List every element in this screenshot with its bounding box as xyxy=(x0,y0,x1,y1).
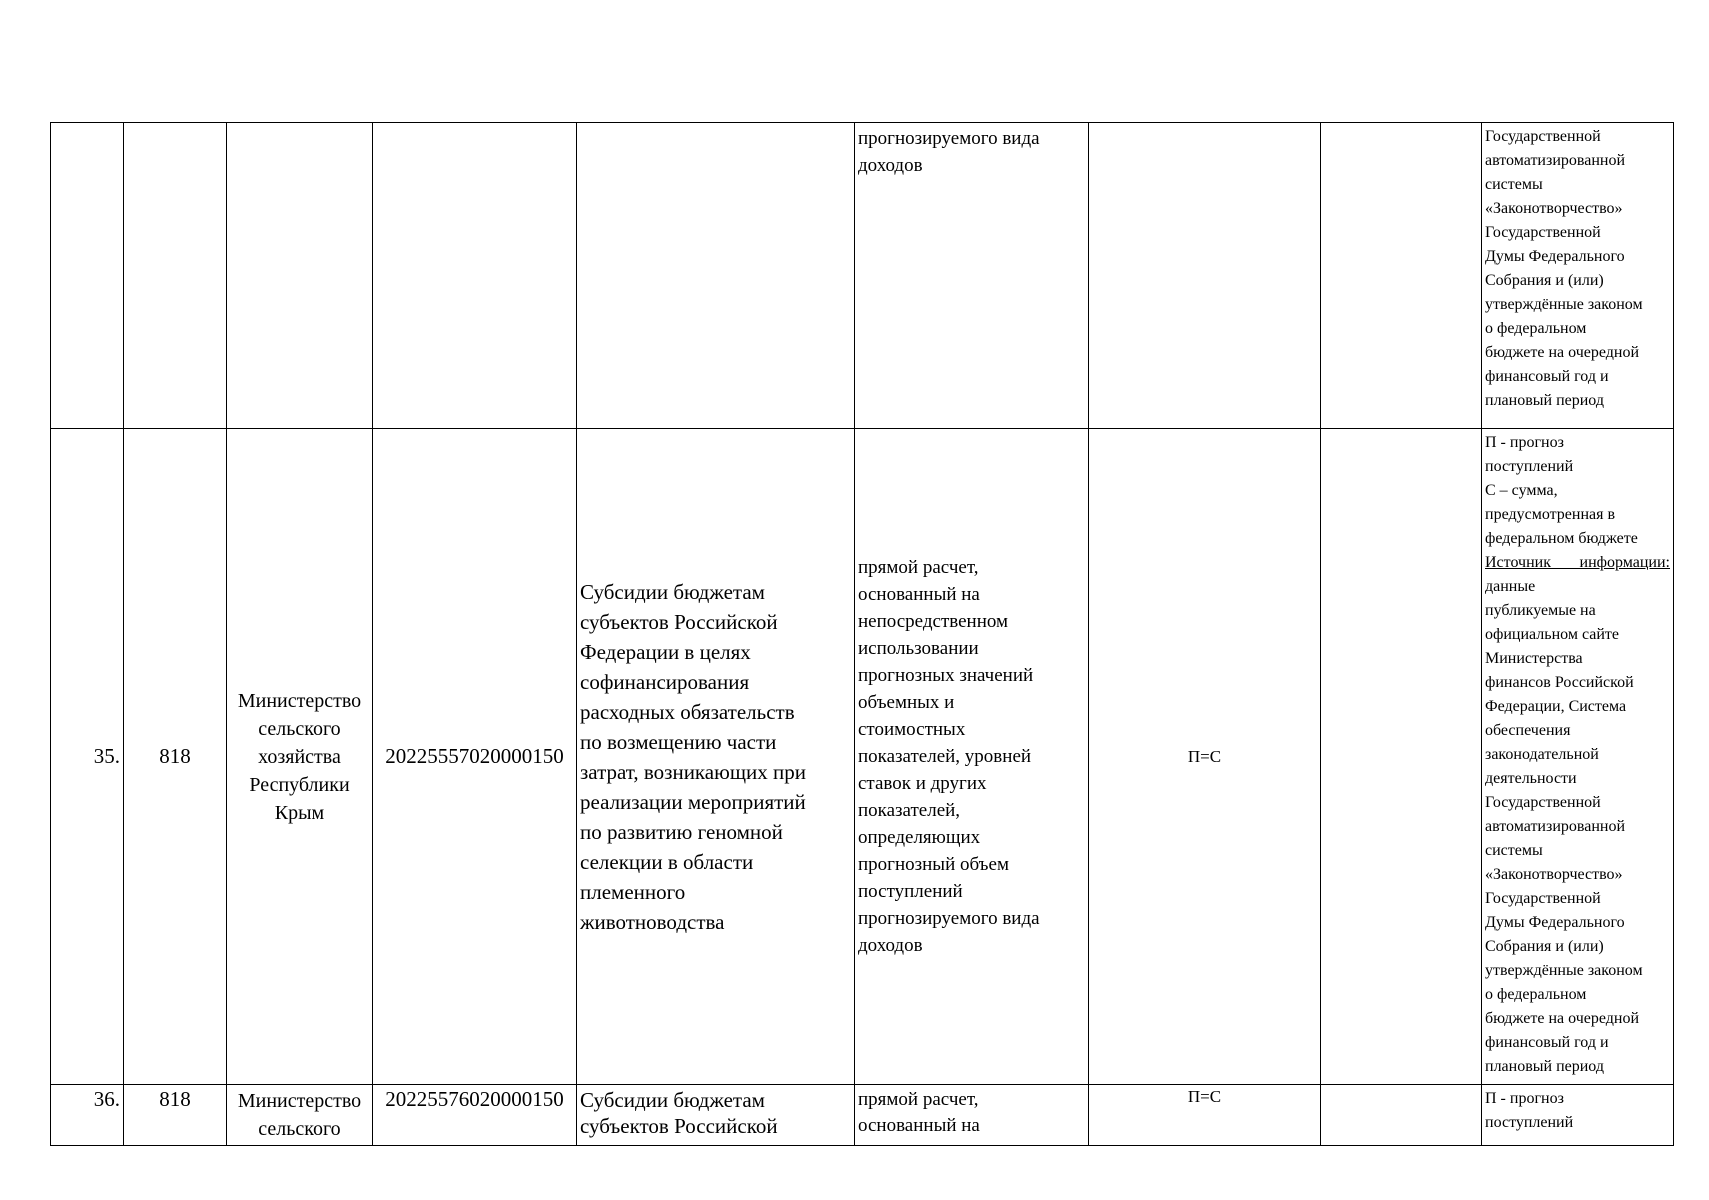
text-line: законодательной xyxy=(1485,746,1599,763)
text-line: основанный на xyxy=(858,1115,980,1136)
table-row xyxy=(51,123,1674,429)
text-line: сельского xyxy=(258,1118,341,1140)
text-line: Думы Федерального xyxy=(1485,248,1625,265)
formula-cell: П=С xyxy=(1089,429,1321,1085)
text-line: Субсидии бюджетам xyxy=(580,579,765,604)
text-line: прогнозируемого вида xyxy=(858,128,1040,149)
text-line: системы xyxy=(1485,176,1543,193)
text-line: Думы Федерального xyxy=(1485,914,1625,931)
text-line: Государственной xyxy=(1485,128,1601,145)
text-line: Собрания и (или) xyxy=(1485,938,1604,955)
source-label-line xyxy=(1485,551,1670,599)
org-cell xyxy=(227,1085,373,1146)
source-cell xyxy=(1482,123,1674,429)
text-line: финансов Российской xyxy=(1485,674,1634,691)
text-line: Республики xyxy=(249,773,350,796)
text-line: основанный на xyxy=(858,584,980,605)
empty-cell xyxy=(1321,429,1482,1085)
text-line: плановый период xyxy=(1485,1058,1604,1075)
text-line: системы xyxy=(1485,842,1543,859)
text-line: о федеральном xyxy=(1485,986,1587,1003)
kbk-code: 20225557020000150 xyxy=(373,429,577,1085)
text-line: показателей, xyxy=(858,800,961,821)
row-number: 36. xyxy=(51,1085,124,1146)
method-cell xyxy=(855,123,1089,429)
text-line: «Законотворчество» xyxy=(1485,200,1623,217)
text-line: С – сумма, xyxy=(1485,482,1558,499)
text-line: финансовый год и xyxy=(1485,1034,1609,1051)
org-cell xyxy=(227,123,373,429)
text-line: реализации мероприятий xyxy=(580,789,806,814)
text-line: Министерство xyxy=(237,689,362,712)
text-line: селекции в области xyxy=(580,849,754,874)
org-cell xyxy=(227,429,373,1085)
text-line: расходных обязательств xyxy=(580,699,795,724)
revenue-forecast-table xyxy=(50,122,1674,1146)
text-line: бюджете на очередной xyxy=(1485,1010,1640,1027)
text-line: прямой расчет, xyxy=(858,557,979,578)
text-line: животноводства xyxy=(580,909,725,934)
formula-cell: П=С xyxy=(1089,1085,1321,1146)
text-line: утверждённые законом xyxy=(1485,296,1643,313)
source-label: Источник информации: xyxy=(1485,554,1670,571)
text-line: доходов xyxy=(858,935,923,956)
method-cell xyxy=(855,1085,1089,1146)
text-line: Государственной xyxy=(1485,794,1601,811)
text-line: ставок и других xyxy=(858,773,987,794)
kbk-cell xyxy=(373,123,577,429)
text-line: П - прогноз xyxy=(1485,1090,1564,1107)
text-line: финансовый год и xyxy=(1485,368,1609,385)
num-cell xyxy=(51,123,124,429)
text-line: Министерство xyxy=(237,1090,362,1112)
code-cell xyxy=(124,123,227,429)
text-line: сельского xyxy=(258,717,341,740)
formula-cell xyxy=(1089,123,1321,429)
text-line: автоматизированной xyxy=(1485,818,1626,835)
admin-code: 818 xyxy=(124,1085,227,1146)
text-line: автоматизированной xyxy=(1485,152,1626,169)
text-line: прогнозный объем xyxy=(858,854,1009,875)
text-line: П - прогноз xyxy=(1485,434,1564,451)
text-line: Федерации в целях xyxy=(580,639,751,664)
text-line: Федерации, Система xyxy=(1485,698,1627,715)
text-line: деятельности xyxy=(1485,770,1577,787)
kbk-code: 20225576020000150 xyxy=(373,1085,577,1146)
table-row xyxy=(51,1085,1674,1146)
name-cell xyxy=(577,123,855,429)
text-line: показателей, уровней xyxy=(858,746,1032,767)
text-line: субъектов Российской xyxy=(580,609,778,634)
text-line: бюджете на очередной xyxy=(1485,344,1640,361)
text-line: Министерства xyxy=(1485,650,1583,667)
text-line: Субсидии бюджетам xyxy=(580,1088,765,1112)
text-line: поступлений xyxy=(1485,1114,1574,1131)
text-line: по развитию геномной xyxy=(580,819,783,844)
admin-code: 818 xyxy=(124,429,227,1085)
text-line: официальном сайте xyxy=(1485,626,1620,643)
empty-cell xyxy=(1321,123,1482,429)
text-line: стоимостных xyxy=(858,719,966,740)
text-line: определяющих xyxy=(858,827,981,848)
source-cell xyxy=(1482,429,1674,1085)
method-cell xyxy=(855,429,1089,1085)
text-line: Государственной xyxy=(1485,890,1601,907)
empty-cell xyxy=(1321,1085,1482,1146)
name-cell xyxy=(577,1085,855,1146)
text-line: племенного xyxy=(580,879,686,904)
text-line: хозяйства xyxy=(258,745,341,768)
text-line: прогнозных значений xyxy=(858,665,1034,686)
text-line: прямой расчет, xyxy=(858,1089,979,1110)
text-line: федеральном бюджете xyxy=(1485,530,1638,547)
text-line: плановый период xyxy=(1485,392,1604,409)
text-line: «Законотворчество» xyxy=(1485,866,1623,883)
text-line: использовании xyxy=(858,638,979,659)
text-line: обеспечения xyxy=(1485,722,1571,739)
text-line: Собрания и (или) xyxy=(1485,272,1604,289)
text-line: доходов xyxy=(858,155,923,176)
name-cell xyxy=(577,429,855,1085)
text-line: Крым xyxy=(274,801,325,824)
text-line: предусмотренная в xyxy=(1485,506,1616,523)
text-line: прогнозируемого вида xyxy=(858,908,1040,929)
text-line: непосредственном xyxy=(858,611,1009,632)
row-number: 35. xyxy=(51,429,124,1085)
text-line: субъектов Российской xyxy=(580,1114,778,1138)
text-line: Государственной xyxy=(1485,224,1601,241)
table-row xyxy=(51,429,1674,1085)
text-line: утверждённые законом xyxy=(1485,962,1643,979)
text-line: софинансирования xyxy=(580,669,750,694)
text-line: публикуемые на xyxy=(1485,602,1596,619)
text-line: по возмещению части xyxy=(580,729,777,754)
text-line: объемных и xyxy=(858,692,955,713)
text-line: затрат, возникающих при xyxy=(580,759,806,784)
text-line: данные xyxy=(1485,578,1536,595)
text-line: поступлений xyxy=(858,881,963,902)
text-line: поступлений xyxy=(1485,458,1574,475)
source-cell xyxy=(1482,1085,1674,1146)
text-line: о федеральном xyxy=(1485,320,1587,337)
